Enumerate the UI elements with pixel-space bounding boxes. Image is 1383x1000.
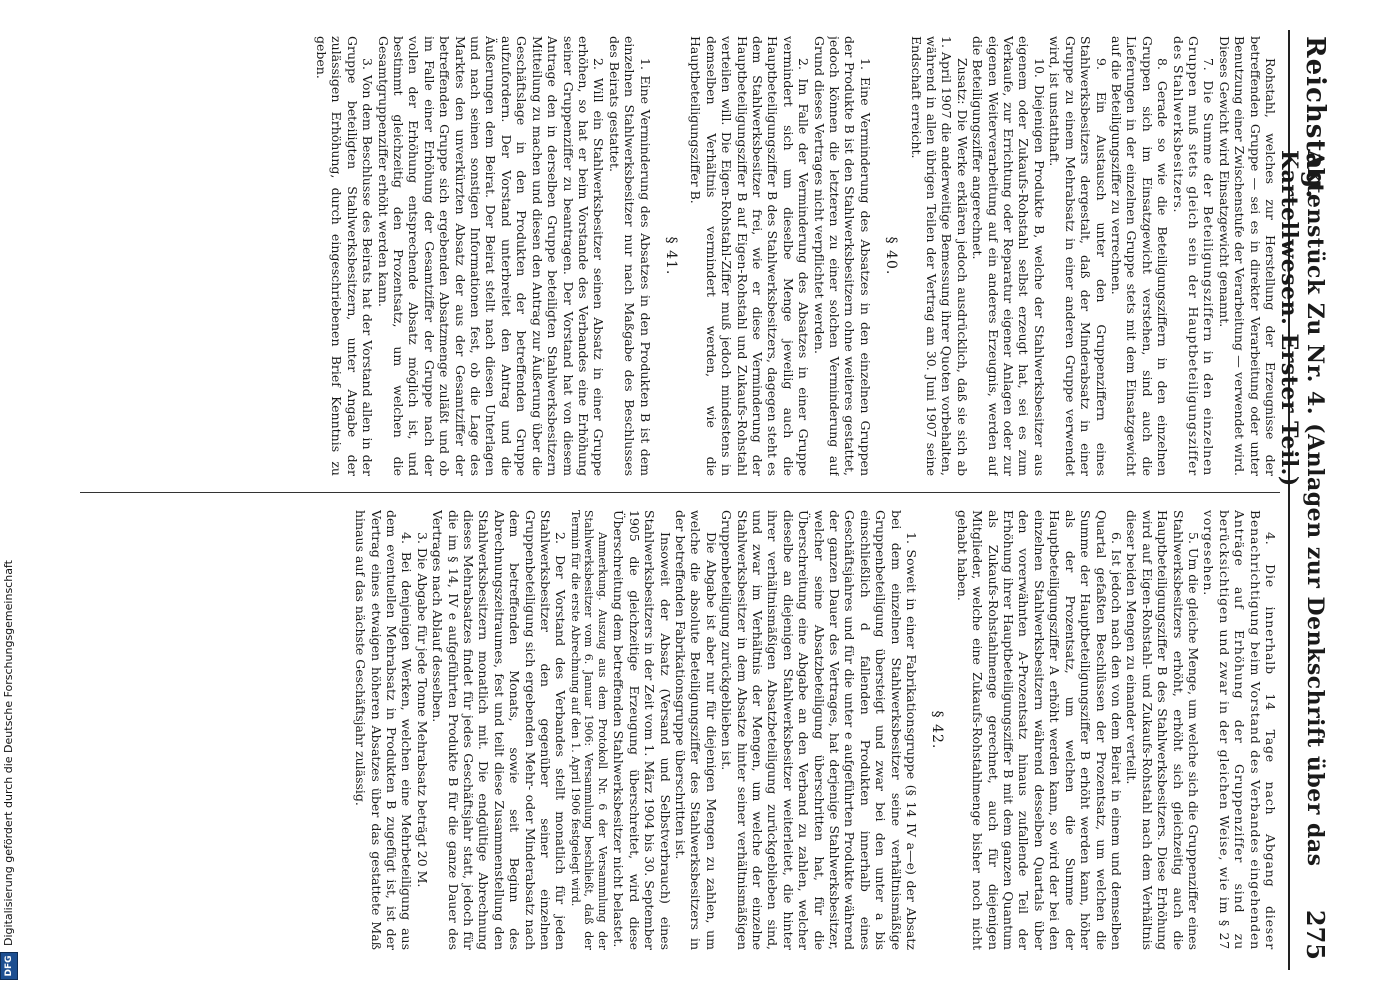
dfg-logo: DFG bbox=[0, 952, 18, 980]
paragraph: 3. Die Abgabe für jede Tonne Mehrabsatz beträgt 20 M. bbox=[414, 532, 430, 888]
paragraph: 4. Die innerhalb 14 Tage nach Abgang dieser Benachrichtigung beim Vorstand des Verbandes eingehenden Anträge auf Erhöhung der Gruppenziffer sind zu berücksichtigen und zwar in der gleichen Weise, wie im § 27 vorgesehen. bbox=[1201, 510, 1278, 950]
paragraph: 10. Diejenigen Produkte B, welche der Stahlwerksbesitzer aus eigenem oder Zukaufs-Rohstahl selbst erzeugt hat, sei es zum Verkaufe, zur Errichtung oder Reparatur eigener Anlagen oder zur eigenen Weiterverarbeitung auf ein anderes Erzeugnis, werden auf die Beteiligungsziffer angerechnet. bbox=[970, 36, 1047, 476]
paragraph: 3. Von dem Beschlusse des Beirats hat der Vorstand allen in der Gruppe beteiligten Stahlwerksbesitzern, unter Angabe der zulässigen Erhöhung, durch eingeschriebenen Brief Kenntnis zu geben. bbox=[314, 36, 376, 476]
paragraph: Insoweit der Absatz (Versand und Selbstverbrauch) eines Stahlwerksbesitzers in der Zeit vom 1. März 1904 bis 30. September 1905 die gleichzeitige Erzeugung überschreitet, wird diese Überschreitung dem betreffenden Stahlwerksbesitzer nicht belastet. bbox=[611, 510, 673, 950]
paragraph: 2. Will ein Stahlwerksbesitzer seinen Absatz in einer Gruppe erhöhen, so hat er beim Vorstande des Verbandes eine Erhöhung seiner Gruppenziffer zu beantragen. Der Vorstand hat von diesem Antrage den in derselben Gruppe beteiligten Stahlwerksbesitzern Mitteilung zu machen und diesen den Antrag zur Äußerung über die Geschäftslage in den Produkten der betreffenden Gruppe aufzufordern. Der Vorstand unterbreitet den Antrag und die Äußerungen dem Beirat. Der Beirat stellt nach diesen Unterlagen und nach seinen sonstigen Informationen fest, ob die Lage des Marktes den unverkürzten Absatz der aus der Gesamtziffer der betreffenden Gruppe sich ergebenden Absatzmenge zuläßt und ob im Falle einer Erhöhung der Gesamtziffer der Gruppe nach der vollen der Erhöhung entsprechende Absatz möglich ist, und bestimmt gleichzeitig den Prozentsatz, um welchen die Gesamtgruppenziffer erhöht werden kann. bbox=[375, 36, 607, 476]
right-column bbox=[78, 510, 1278, 950]
paragraph: 7. Die Summe der Beteiligungsziffern in den einzelnen Gruppen muß stets gleich sein der Hauptbeteiligungsziffer des Stahlwerksbesitzers. bbox=[1170, 36, 1217, 476]
funding-credit bbox=[0, 0, 22, 980]
paragraph: 1. Eine Verminderung des Absatzes in den einzelnen Gruppen der Produkte B ist den Stahlwerksbesitzern ohne weiteres gestattet, jedoch können die letzteren zu einer solchen Verminderung auf Grund dieses Vertrages nicht verpflichtet werden. bbox=[811, 36, 873, 476]
rotated-document-page bbox=[70, 30, 1340, 970]
paragraph: Die Abgabe ist aber nur für diejenigen Mengen zu zahlen, um welche die absolute Beteiligungsziffer des Stahlwerksbesitzers in der betreffenden Fabrikationsgruppe überschritten ist. bbox=[672, 510, 719, 950]
section-heading: § 41. bbox=[662, 236, 679, 276]
paragraph: 5. Um die gleiche Menge, um welche sich die Gruppenziffer eines Stahlwerksbesitzers erhöht, erhöht sich gleichzeitig auch die Hauptbeteiligungsziffer B des Stahlwerksbesitzers. Diese Erhöhung wird auf Eigen-Rohstahl- und Zukaufs-Rohstahl nach dem Verhältnis dieser beiden Mengen zu einander verteilt. bbox=[1124, 510, 1201, 950]
paragraph: Rohstahl, welches zur Herstellung der Erzeugnisse der betreffenden Gruppe — sei es in direkter Verarbeitung oder unter Benutzung einer Zwischenstufe der Verarbeitung — verwendet wird. Dieses Gewicht wird Einsatzgewicht genannt. bbox=[1216, 36, 1278, 476]
header-title: Aktenstück Zu Nr. 4. (Anlagen zur Denkschrift über das Kartellwesen. Erster Teil.) bbox=[1276, 150, 1328, 867]
paragraph: 8. Gerade so wie die Beteiligungsziffern in den einzelnen Gruppen sich im Einsatzgewicht verstehen, sind auch die Lieferungen in der einzelnen Gruppe stets mit dem Einsatzgewicht auf die Beteiligungsziffer zu verrechnen. bbox=[1108, 36, 1171, 476]
running-head bbox=[1276, 30, 1340, 970]
paragraph: 1. Eine Verminderung des Absatzes in den Produkten B ist dem einzelnen Stahlwerksbesitzer nur nach Maßgabe des Beschlusses des Beirats gestattet. bbox=[606, 36, 653, 476]
funding-credit-text: Digitalisierung gefördert durch die Deutsche Forschungsgemeinschaft bbox=[2, 560, 15, 946]
paragraph: 2. Der Vorstand des Verbandes stellt monatlich für jeden Stahlwerksbesitzer den gegenüber seiner einzelnen Gruppenbeteiligung sich ergebenden Mehr- oder Minderabsatz nach dem betreffenden Monats, sowie seit Beginn des Abrechnungszeitraumes, fest und teilt diese Zusammenstellung den Stahlwerksbesitzern monatlich mit. Die endgültige Abrechnung dieses Mehrabsatzes findet für jedes Geschäftsjahr statt, jedoch für die im § 14, IV e aufgeführten Produkte B für die ganze Dauer des Vertrages nach Ablauf desselben. bbox=[430, 510, 569, 950]
paragraph: Zusatz: Die Werke erklären jedoch ausdrücklich, daß sie sich ab 1. April 1907 die anderweitige Bemessung ihrer Quoten vorbehalten, während in allen übrigen Teilen der Vertrag am 30. Juni 1907 seine Endschaft erreicht. bbox=[908, 36, 970, 476]
section-heading: § 40. bbox=[883, 236, 900, 276]
paragraph: 9. Ein Austausch unter den Gruppenziffern eines Stahlwerksbesitzers dergestalt, daß der Minderabsatz in einer Gruppe zu einem Mehrabsatz in einer anderen Gruppe verwendet wird, ist unstatthaft. bbox=[1047, 36, 1109, 476]
footnote: Anmerkung. Auszug aus dem Protokoll Nr. 6 der Versammlung der Stahlwerksbesitzer vom 6. Januar 1906: Versammlung beschließt, daß der Termin für die erste Abrechnung auf den 1. April 1906 festgelegt wird. bbox=[568, 510, 609, 950]
left-column bbox=[78, 36, 1278, 476]
page-number: 275 bbox=[1301, 909, 1330, 960]
paragraph: 4. Bei denjenigen Werken, welchen eine Mehrbeteiligung aus dem eventuellen Mehrabsatz in Produkten B zugefügt ist, ist der Vertrag eines etwaigen höheren Absatzes über das gestattete Maß hinaus auf das nächste Geschäftsjahr zulässig. bbox=[353, 510, 415, 950]
paragraph: 2. Im Falle der Verminderung des Absatzes in einer Gruppe vermindert sich um dieselbe Menge jeweilig auch die Hauptbeteiligungsziffer B des Stahlwerksbesitzers, dagegen steht es dem Stahlwerksbesitzer frei, wie er diese Verminderung der Hauptbeteiligungsziffer B auf Eigen-Rohstahl und Zukaufs-Rohstahl verteilen will. Die Eigen-Rohstahl-Ziffer muß jedoch mindestens in demselben Verhältnis vermindert werden, wie die Hauptbeteiligungsziffer B. bbox=[688, 36, 812, 476]
section-heading: § 42. bbox=[929, 710, 946, 750]
header-left: Reichstag. bbox=[1300, 36, 1330, 200]
paragraph: 6. Ist jedoch nach den von dem Beirat in einem und demselben Quartal gefaßten Beschlüssen der Prozentsatz, um welchen die Summe der Hauptbeteiligungsziffer B erhöht werden kann, höher als der Prozentsatz, um welchen die Summe der Hauptbeteiligungsziffer A erhöht werden kann, so wird der bei den einzelnen Stahlwerksbesitzern während desselben Quartals über den vorerwähnten A-Prozentsatz hinaus zufallende Teil der Erhöhung ihrer Hauptbeteiligungsziffer B mit dem ganzen Quantum als Zukaufs-Rohstahlmenge gerechnet, auch für diejenigen Mitglieder, welche eine Zukaufs-Rohstahlmenge bisher noch nicht gehabt haben. bbox=[954, 510, 1124, 950]
column-divider bbox=[80, 492, 1280, 493]
paragraph: 1. Soweit in einer Fabrikationsgruppe (§ 14 IV a—e) der Absatz bei dem einzelnen Stahlwerksbesitzer seine verhältnismäßige Gruppenbeteiligung übersteigt und zwar bei den unter a bis einschließlich d fallenden Produkten innerhalb eines Geschäftsjahres und für die unter e aufgeführten Produkte während der ganzen Dauer des Vertrages, hat derjenige Stahlwerksbesitzer, welcher seine Absatzbeteiligung überschritten hat, für die Überschreitung eine Abgabe an den Verband zu zahlen, welcher dieselbe an diejenigen Stahlwerksbesitzer weiterleitet, die hinter ihrer verhältnismäßigen Absatzbeteiligung zurückgeblieben sind, und zwar im Verhältnis der Mengen, um welche der einzelne Stahlwerksbesitzer in dem Absatze hinter seiner verhältnismäßigen Gruppenbeteiligung zurückgeblieben ist. bbox=[719, 510, 920, 950]
